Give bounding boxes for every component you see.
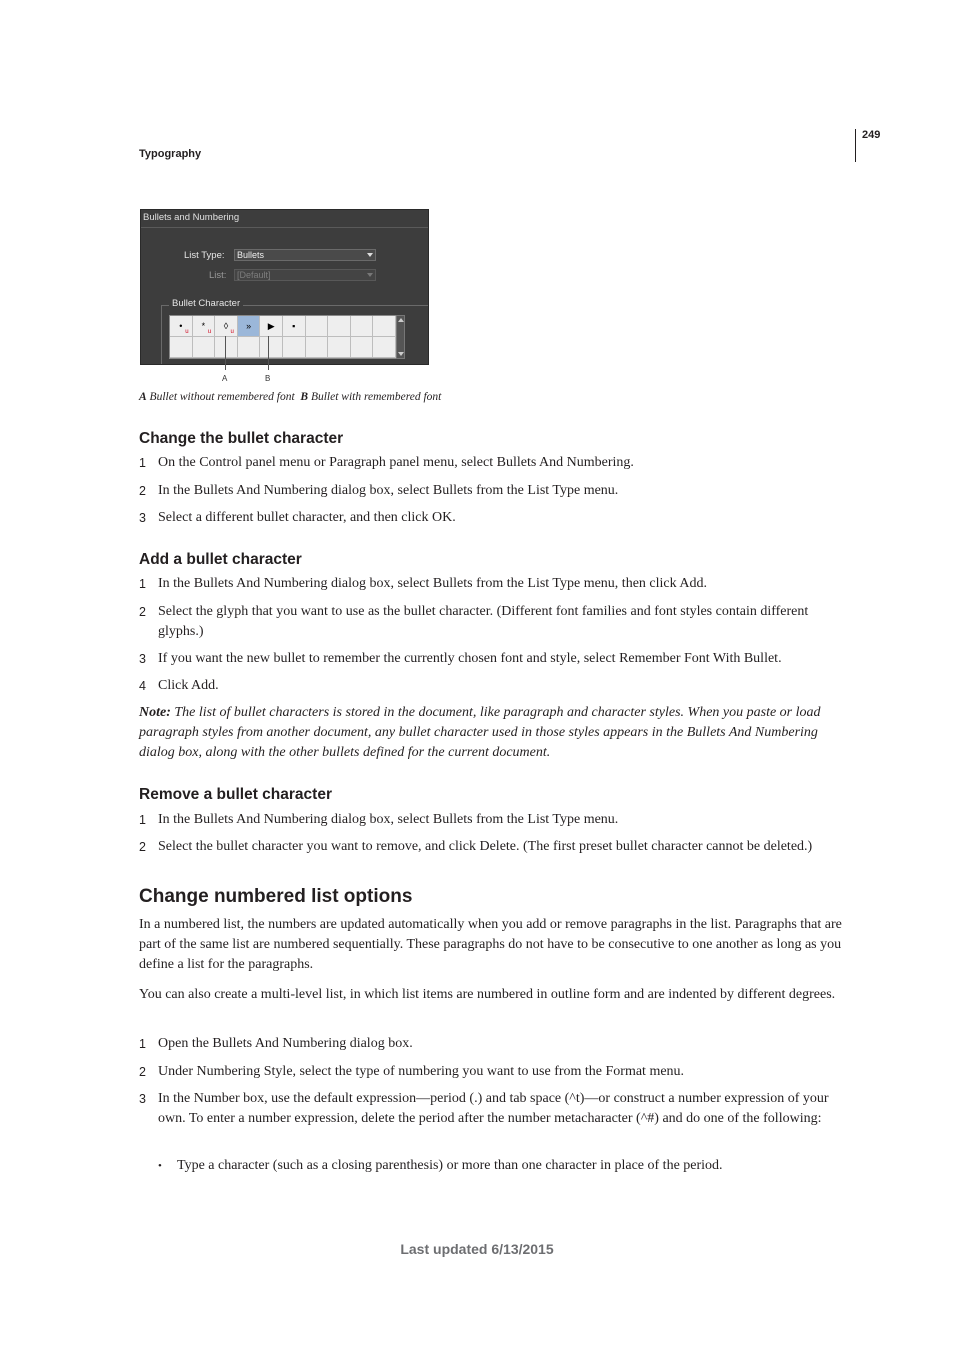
callout-b-letter: B — [265, 374, 271, 383]
note-text: The list of bullet characters is stored in the document, like paragraph and character styles. When you paste or load paragraph styles from another document, any bullet character used in those styles appears in the Bullets And Numbering dialog box, along with the other bullets defined for the current document. — [139, 705, 821, 760]
list-item: 3 If you want the new bullet to remember the currently chosen font and style, select Remember Font With Bullet. — [139, 651, 782, 666]
bullet-character-cell[interactable] — [193, 316, 216, 337]
bullet-character-cell[interactable] — [306, 316, 329, 337]
heading-remove-bullet: Remove a bullet character — [139, 786, 332, 803]
caption-b-key: B — [300, 391, 309, 403]
paragraph-numbered-intro: In a numbered list, the numbers are updated automatically when you add or remove paragraphs in the list. Paragraphs that are part of the same list are numbered sequentially. These paragraphs do not have to be consecutive to one another as long as you define a list for the paragraphs. — [139, 917, 842, 972]
paragraph-multilevel: You can also create a multi-level list, in which list items are numbered in outline form and are indented by different degrees. — [139, 987, 836, 1002]
group-border-left — [161, 305, 162, 365]
bullets-numbering-dialog-figure — [140, 209, 429, 365]
bullet-character-cell[interactable] — [170, 316, 193, 337]
bullet-glyph: ▶ — [267, 321, 275, 331]
bullet-dot: • — [158, 1160, 162, 1172]
heading-add-bullet: Add a bullet character — [139, 551, 302, 568]
callout-b-line — [268, 336, 269, 370]
scroll-up-icon[interactable] — [398, 318, 404, 322]
bullet-character-cell[interactable] — [351, 337, 374, 358]
bullet-character-cell[interactable] — [238, 316, 261, 337]
header-rule — [855, 129, 856, 162]
list-item: 2 Under Numbering Style, select the type of numbering you want to use from the Format menu. — [139, 1064, 685, 1079]
bullet-glyph: » — [246, 321, 252, 331]
bullet-character-cell[interactable] — [306, 337, 329, 358]
bullet-character-cell[interactable] — [215, 316, 238, 337]
list-label: List: — [209, 270, 227, 281]
list-type-value: Bullets — [237, 250, 265, 260]
footer-last-updated: Last updated 6/13/2015 — [400, 1241, 554, 1257]
bullet-character-cell[interactable] — [373, 316, 396, 337]
note-label: Note: — [139, 705, 171, 720]
list-item: 1 In the Bullets And Numbering dialog box, select Bullets from the List Type menu. — [139, 812, 619, 827]
list-item: 2 Select the glyph that you want to use as the bullet character. (Different font families and font styles contain different glyphs.) — [139, 604, 809, 639]
list-select[interactable] — [234, 269, 376, 281]
bullet-character-cell[interactable] — [283, 316, 306, 337]
figure-caption — [139, 391, 441, 403]
bullet-glyph: * — [201, 321, 206, 331]
remembered-font-marker: u — [230, 329, 234, 335]
list-item: 1 Open the Bullets And Numbering dialog box. — [139, 1036, 413, 1051]
list-value: [Default] — [237, 270, 271, 280]
bullet-glyph: • — [179, 321, 183, 331]
list-item: 3 Select a different bullet character, and then click OK. — [139, 510, 456, 525]
heading-numbered-options: Change numbered list options — [139, 886, 413, 907]
caption-a-key: A — [139, 391, 147, 403]
list-type-label: List Type: — [184, 250, 225, 261]
bullet-character-cell[interactable] — [238, 337, 261, 358]
bullet-glyph: ▪ — [292, 321, 296, 331]
caption-b-text: Bullet with remembered font — [310, 391, 442, 403]
dialog-title: Bullets and Numbering — [143, 212, 240, 223]
scroll-down-icon[interactable] — [398, 352, 404, 356]
bullet-character-cell[interactable] — [170, 337, 193, 358]
list-item: 1 On the Control panel menu or Paragraph panel menu, select Bullets And Numbering. — [139, 455, 634, 470]
bullet-character-cell[interactable] — [193, 337, 216, 358]
bullet-character-grid — [169, 315, 397, 359]
caption-a-text: Bullet without remembered font — [149, 391, 295, 403]
callout-a-letter: A — [222, 374, 228, 383]
callout-a-line — [225, 336, 226, 370]
bullet-character-cell[interactable] — [215, 337, 238, 358]
list-item: 3 In the Number box, use the default expression—period (.) and tab space (^t)—or construct a number expression of your own. To enter a number expression, delete the period after the number metacharacter (^#) and do one of the following: — [139, 1091, 829, 1126]
remembered-font-marker: u — [207, 329, 212, 335]
list-type-select[interactable] — [234, 249, 376, 261]
bullet-character-cell[interactable] — [373, 337, 396, 358]
bullet-glyph: ◊ — [223, 321, 229, 331]
grid-scrollbar[interactable] — [396, 315, 405, 359]
page-number: 249 — [862, 129, 881, 141]
bullet-character-cell[interactable] — [283, 337, 306, 358]
chevron-down-icon — [367, 273, 373, 277]
bullet-list-item: • Type a character (such as a closing parenthesis) or more than one character in place of the period. — [158, 1156, 854, 1176]
remembered-font-marker: u — [185, 329, 189, 335]
list-item: 1 In the Bullets And Numbering dialog box, select Bullets from the List Type menu, then click Add. — [139, 576, 707, 591]
list-item: 2 In the Bullets And Numbering dialog box, select Bullets from the List Type menu. — [139, 483, 619, 498]
list-item: 4 Click Add. — [139, 678, 219, 693]
dialog-title-divider — [141, 227, 428, 228]
running-head: Typography — [139, 148, 202, 160]
bullet-character-cell[interactable] — [260, 337, 283, 358]
bullet-character-cell[interactable] — [328, 337, 351, 358]
chevron-down-icon — [367, 253, 373, 257]
heading-change-bullet: Change the bullet character — [139, 430, 344, 447]
bullet-character-cell[interactable] — [351, 316, 374, 337]
bullet-character-cell[interactable] — [260, 316, 283, 337]
bullet-character-group-label: Bullet Character — [169, 298, 243, 309]
bullet-character-cell[interactable] — [328, 316, 351, 337]
list-item: 2 Select the bullet character you want to remove, and click Delete. (The first preset bullet character cannot be deleted.) — [139, 839, 813, 854]
note-paragraph — [139, 703, 854, 763]
